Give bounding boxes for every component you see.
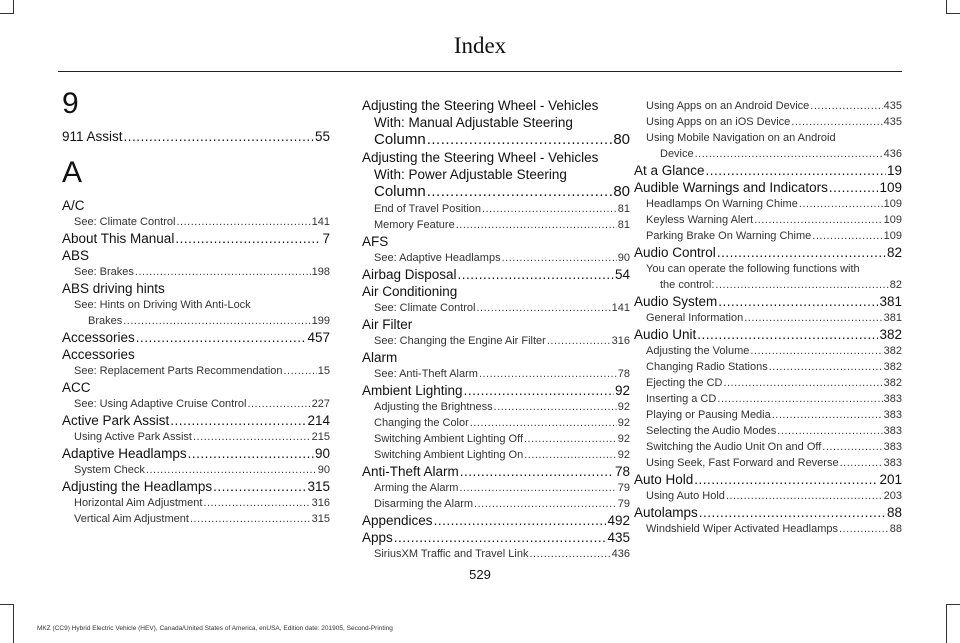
crop-mark [946,0,947,14]
index-entry[interactable]: Audio Control ..... 82 [634,244,902,261]
index-entry[interactable]: 911 Assist ..... 55 [62,128,330,145]
index-entry[interactable]: At a Glance ..... 19 [634,162,902,179]
index-subentry[interactable]: See: Adaptive Headlamps ..... 90 [362,250,630,266]
index-entry[interactable]: Accessories ..... 457 [62,329,330,346]
title-divider [58,71,902,72]
crop-mark [946,604,947,643]
index-subentry[interactable]: See: Replacement Parts Recommendation ..... 15 [62,363,330,379]
index-heading: AFS [362,234,389,249]
index-heading: ACC [62,380,91,395]
index-entry[interactable]: Adaptive Headlamps ..... 90 [62,445,330,462]
crop-mark [13,604,14,643]
index-heading: Accessories [62,347,135,362]
index-subentry[interactable]: SiriusXM Traffic and Travel Link ..... 436 [362,546,630,562]
index-subentry[interactable]: Windshield Wiper Activated Headlamps ..... 88 [634,521,902,537]
index-subentry[interactable]: Using Active Park Assist ..... 215 [62,429,330,445]
index-subentry[interactable]: Using Apps on an iOS Device ..... 435 [634,114,902,130]
crop-mark [0,13,14,14]
index-subentry[interactable]: Adjusting the Brightness ..... 92 [362,399,630,415]
index-column-1 [62,86,330,527]
index-entry[interactable]: Column ..... 80 [362,131,630,149]
index-entry[interactable]: Airbag Disposal ..... 54 [362,266,630,283]
index-entry[interactable]: Apps ..... 435 [362,529,630,546]
index-entry[interactable]: Anti-Theft Alarm ..... 78 [362,463,630,480]
index-subentry[interactable]: See: Climate Control ..... 141 [362,300,630,316]
index-subentry-line: See: Hints on Driving With Anti-Lock [74,299,251,311]
index-subentry[interactable]: Parking Brake On Warning Chime ..... 109 [634,228,902,244]
index-subentry[interactable]: Vertical Aim Adjustment ..... 315 [62,511,330,527]
index-entry[interactable]: Ambient Lighting ..... 92 [362,382,630,399]
index-subentry[interactable]: End of Travel Position ..... 81 [362,201,630,217]
index-subentry[interactable]: Using Apps on an Android Device ..... 435 [634,98,902,114]
index-entry[interactable]: About This Manual ..... 7 [62,230,330,247]
index-subentry[interactable]: See: Brakes ..... 198 [62,264,330,280]
index-heading: ABS [62,248,90,263]
index-subentry[interactable]: Memory Feature ..... 81 [362,217,630,233]
index-subentry[interactable]: Adjusting the Volume ..... 382 [634,343,902,359]
index-subentry[interactable]: Using Seek, Fast Forward and Reverse ..... 383 [634,455,902,471]
index-subentry[interactable]: Brakes ..... 199 [62,313,330,329]
index-subentry[interactable]: See: Climate Control ..... 141 [62,214,330,230]
index-entry[interactable]: Autolamps ..... 88 [634,504,902,521]
index-subentry[interactable]: System Check ..... 90 [62,462,330,478]
index-subentry[interactable]: Keyless Warning Alert ..... 109 [634,212,902,228]
index-subentry[interactable]: Device ..... 436 [634,146,902,162]
index-subentry[interactable]: Switching Ambient Lighting On ..... 92 [362,447,630,463]
index-entry[interactable]: Audible Warnings and Indicators ..... 109 [634,179,902,196]
index-entry-line: Adjusting the Steering Wheel - Vehicles [362,98,599,113]
index-subentry[interactable]: Arming the Alarm ..... 79 [362,480,630,496]
footer-edition-text: MKZ (CC9) Hybrid Electric Vehicle (HEV), Canada/United States of America, enUSA, Edition date: 201905, Second-Printing [37,625,393,632]
index-subentry[interactable]: Horizontal Aim Adjustment ..... 316 [62,495,330,511]
index-subentry[interactable]: Inserting a CD ..... 383 [634,391,902,407]
index-entry-line: With: Manual Adjustable Steering [374,115,573,130]
index-heading: Air Conditioning [362,284,458,299]
index-subentry[interactable]: General Information ..... 381 [634,310,902,326]
index-subentry[interactable]: Switching Ambient Lighting Off ..... 92 [362,431,630,447]
index-entry[interactable]: Active Park Assist ..... 214 [62,412,330,429]
index-heading: Alarm [362,350,398,365]
index-entry[interactable]: Column ..... 80 [362,183,630,201]
index-subentry-line: Using Mobile Navigation on an Android [646,132,836,144]
page-number: 529 [469,567,491,582]
section-letter-9: 9 [62,87,79,120]
index-subentry[interactable]: Playing or Pausing Media ..... 383 [634,407,902,423]
crop-mark [946,604,960,605]
index-subentry[interactable]: Switching the Audio Unit On and Off ..... 383 [634,439,902,455]
index-column-3 [634,98,902,537]
section-letter-a: A [62,156,83,189]
index-entry[interactable]: Auto Hold ..... 201 [634,471,902,488]
page-title: Index [453,33,507,58]
index-subentry[interactable]: Changing the Color ..... 92 [362,415,630,431]
index-subentry[interactable]: Ejecting the CD ..... 382 [634,375,902,391]
index-subentry-line: You can operate the following functions with [646,263,860,275]
index-subentry[interactable]: the control: ..... 82 [634,277,902,293]
crop-mark [0,604,14,605]
index-subentry[interactable]: See: Anti-Theft Alarm ..... 78 [362,366,630,382]
index-column-2 [362,97,630,562]
index-subentry[interactable]: Using Auto Hold ..... 203 [634,488,902,504]
index-subentry[interactable]: See: Changing the Engine Air Filter ..... 316 [362,333,630,349]
index-entry-line: With: Power Adjustable Steering [374,167,567,182]
index-heading: ABS driving hints [62,281,165,296]
crop-mark [13,0,14,14]
index-entry[interactable]: Appendices ..... 492 [362,512,630,529]
index-subentry[interactable]: Disarming the Alarm ..... 79 [362,496,630,512]
index-entry[interactable]: Audio System ..... 381 [634,293,902,310]
index-entry[interactable]: Audio Unit ..... 382 [634,326,902,343]
index-entry-line: Adjusting the Steering Wheel - Vehicles [362,150,599,165]
index-subentry[interactable]: Changing Radio Stations ..... 382 [634,359,902,375]
index-entry[interactable]: Adjusting the Headlamps ..... 315 [62,478,330,495]
index-subentry[interactable]: Selecting the Audio Modes ..... 383 [634,423,902,439]
crop-mark [946,13,960,14]
index-heading: Air Filter [362,317,413,332]
index-subentry[interactable]: Headlamps On Warning Chime ..... 109 [634,196,902,212]
index-heading: A/C [62,198,85,213]
index-subentry[interactable]: See: Using Adaptive Cruise Control ..... 227 [62,396,330,412]
